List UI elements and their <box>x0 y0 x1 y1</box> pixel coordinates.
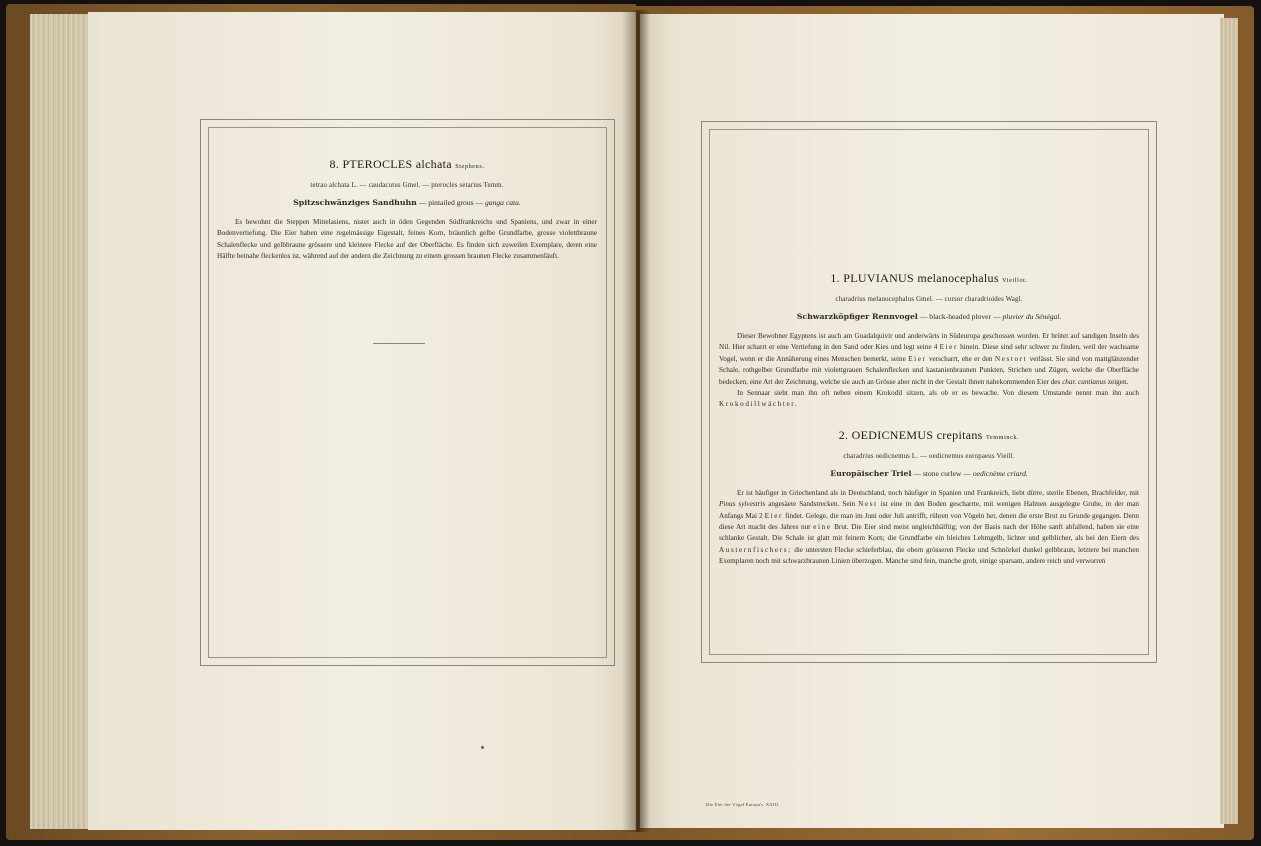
common-name-german: Spitzschwänziges Sandhuhn <box>293 198 417 207</box>
desc-text: zeigen. <box>1107 377 1129 386</box>
desc-text: Dieser Bewohner Egyptens ist auch am Guadalquivir und anderwärts in Südeuropa geschossen worden. Er brütet auf sandigen Inseln des Nil. Hier scharrt er eine Vertiefung in den Sand oder Kies und legt seine 4 <box>719 332 1139 352</box>
page-spot <box>481 746 484 749</box>
desc-text: Brut. Die Eier sind meist ungleichhälftig; von der Basis nach der Höhe sanft abfallend, haben sie eine schlanke Gestalt. Die Schale ist glatt mit feinem Korn; die Grundfarbe ein bleiches Lehmgelb, lichter und gelblicher, als bei den Eiern des <box>719 523 1139 543</box>
right-page-edges <box>1220 18 1238 824</box>
species1-common-german: Schwarzköpfiger Rennvogel <box>796 312 918 321</box>
species1-common-french: pluvier du Sénégal. <box>1002 312 1062 321</box>
species2-name: crepitans <box>936 427 983 442</box>
desc-text: Er ist häufiger in Griechenland als in Deutschland, noch häufiger in Spanien und Frankreich, liebt dürre, sterile Ebenen, Brachfelder, mit <box>737 488 1139 497</box>
desc-emphasis: eine <box>813 523 832 532</box>
species-title <box>217 156 597 175</box>
species2-common-german: Europäischer Triel <box>830 468 912 478</box>
species1-title <box>719 270 1139 289</box>
species1-number: 1. <box>830 271 840 285</box>
desc-text: hinein. Diese sind sehr schwer zu finden, weil der wachsame Vogel, wenn er die Annäherung eines Menschen bemerkt, seine <box>719 343 1139 363</box>
species2-common-names <box>719 468 1139 480</box>
species1-synonyms: charadrius melanocephalus Gmel. — cursor charadrioides Wagl. <box>835 296 1023 303</box>
species1-author: Vieillot. <box>1002 277 1028 284</box>
species2-title <box>719 427 1139 446</box>
species2-genus: OEDICNEMUS <box>851 427 934 442</box>
species2-common-english: — stone curlew — <box>913 468 971 478</box>
desc-emphasis: Eier <box>939 343 958 352</box>
species2-number: 2. <box>838 427 849 442</box>
species1-description <box>719 331 1139 388</box>
common-name-english: — pintailed grous — <box>418 198 484 207</box>
species-genus: PTEROCLES <box>342 157 413 171</box>
common-name-french: ganga cata. <box>484 198 521 207</box>
desc-text: verscharrt, ehe er den <box>928 354 993 363</box>
species2-synonyms: charadrius oedicnemus L. — oedicnemus europaeus Vieill. <box>843 452 1015 460</box>
book-gutter <box>622 10 650 832</box>
species2-author: Temminck. <box>985 433 1020 441</box>
page-signature: Die Eier der Vögel Europa's. XXIII. <box>706 802 780 807</box>
desc-italic: char. cantianus <box>1062 377 1106 386</box>
desc-emphasis: Nestort <box>994 354 1028 363</box>
species1-name: melanocephalus <box>917 271 999 285</box>
left-text-column <box>217 156 597 263</box>
species1-genus: PLUVIANUS <box>843 271 914 285</box>
species2-description <box>719 488 1139 568</box>
desc-text: verlässt. Sie sind von mattglänzender Schale, rothgelber Grundfarbe mit violettgrauen Schalenflecken und kastanienbraunen Punkten, Strichen und Zügen, welche die Oberfläche bedecken, eine Art der Zeichnung, welche sie auch an Grösse aber nicht in der Gestalt ihnen nahekommenden Eier des <box>719 354 1140 386</box>
species-name: alchata <box>415 157 452 171</box>
right-text-column <box>719 270 1139 568</box>
species1-common-english: — black-headed plover — <box>919 312 1001 321</box>
desc-text: angesäete Sandstrecken. Sein <box>768 500 856 509</box>
desc-emphasis: Eier <box>908 354 927 363</box>
species1-common-names <box>719 311 1139 323</box>
species-common-names <box>217 197 597 209</box>
species-description: Es bewohnt die Steppen Mittelasiens, nistet auch in öden Gegenden Südfrankreichs und Spaniens, und zwar in einer Bodenvertiefung. Die Eier haben eine regelmässige Eigestalt, feines Korn, bräunlich gelbe Grundfarbe, grosse violettbraune Schalenflecke und gelbbraune grössere und kleinere Flecke auf der Oberfläche. Es finden sich zuweilen Exemplare, deren eine Hälfte beinahe fleckenlos ist, während auf der andern die Zeichnung zu einem grossen braunen Flecke zusammenläuft. <box>217 218 597 261</box>
desc-text: In Sennaar sieht man ihn oft neben einem Krokodil sitzen, als ob er es bewache. Von diesem Umstande nennt man ihn auch <box>737 389 1139 398</box>
species-synonyms: tetrao alchata L. — caudacutus Gmel. — pterocles setarius Temm. <box>310 182 504 189</box>
species1-description-2 <box>719 388 1139 411</box>
desc-text: die untersten Flecke schieferblau, die obern grösseren Flecke und Schnörkel dunkel gelbbraun, letztere bei manchen Exemplaren noch mit schwarzbraunen Linien überzogen. Manche sind fein, manche grob, einige sparsam, andere reich und verworren <box>719 545 1139 566</box>
left-page-edges <box>30 14 90 829</box>
species-author: Stephens. <box>455 163 485 170</box>
species-number: 8. <box>329 157 340 171</box>
desc-emphasis: Krokodillwächter. <box>719 400 799 409</box>
species2-common-french: oedicnème criard. <box>972 468 1028 478</box>
desc-italic: Pinus sylvestris <box>719 500 766 509</box>
section-divider <box>373 343 425 344</box>
desc-text: ist eine in den Boden gescharrte, mit wenigen Halmen ausgelegte Grube, in der man Anfangs Mai 2 <box>719 500 1140 520</box>
desc-emphasis: Nest <box>858 500 878 509</box>
desc-emphasis: Eier <box>764 511 784 520</box>
desc-text: findet. Gelege, die man im Juni oder Juli antrifft, rühren von Vögeln her, denen die erste Brut zu Grunde gegangen. Denn diese Art macht des Jahres nur <box>719 511 1140 532</box>
desc-emphasis: Austernfischers; <box>719 545 792 554</box>
